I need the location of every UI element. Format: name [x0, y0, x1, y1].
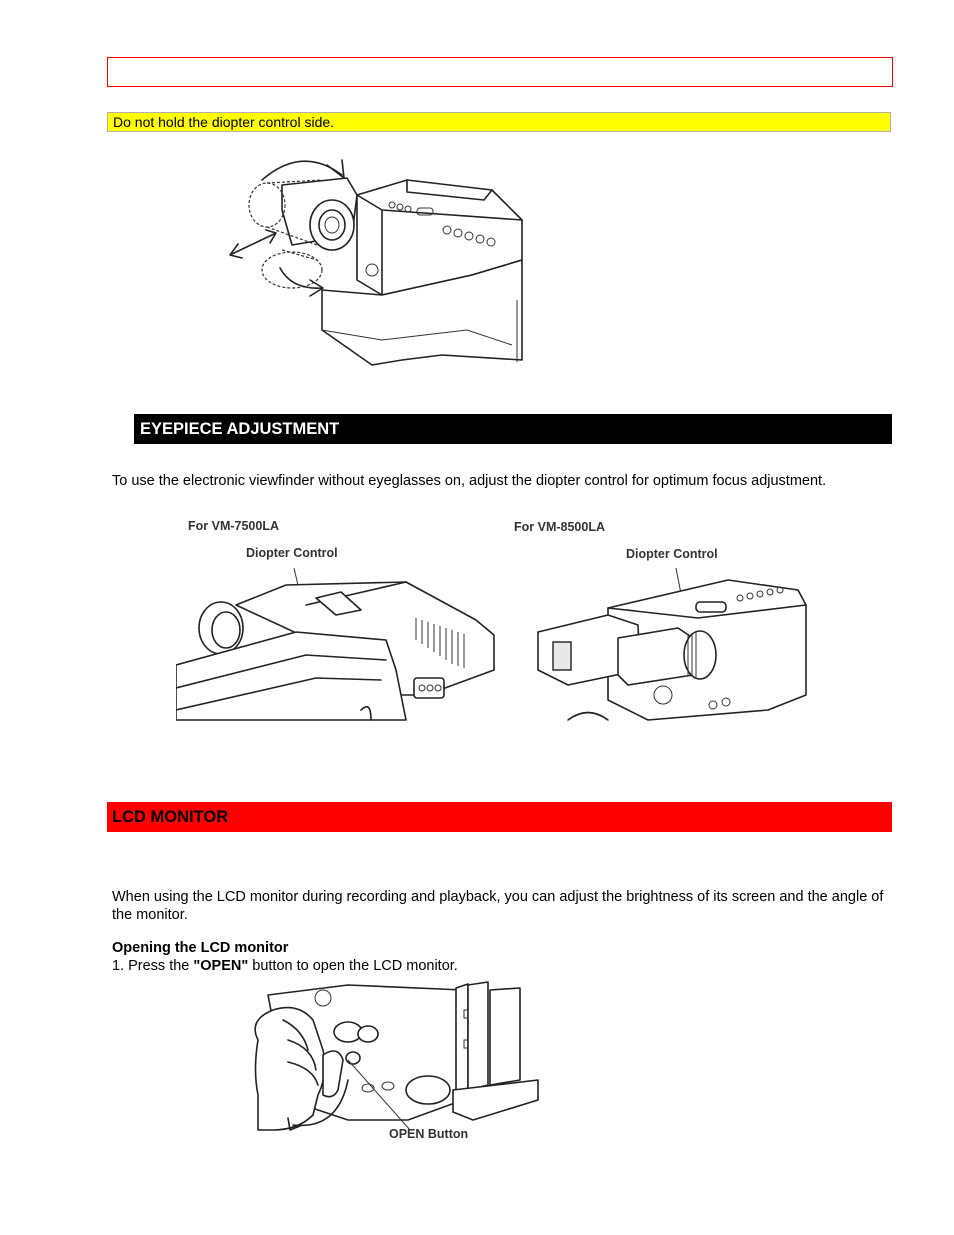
caution-note-bar: [107, 112, 891, 132]
lcd-body-text: When using the LCD monitor during recording and playback, you can adjust the brightness of its screen and the angle of the monitor.: [112, 889, 884, 923]
lcd-step-1: [112, 957, 892, 975]
vm8500la-diopter-illustration: [528, 560, 810, 725]
eyepiece-body-text: To use the electronic viewfinder without eyeglasses on, adjust the diopter control for optimum focus adjustment.: [112, 473, 827, 489]
lcd-opening-subheading: Opening the LCD monitor: [112, 940, 289, 956]
lcd-monitor-heading: LCD MONITOR: [107, 802, 892, 832]
lcd-open-button-illustration: [228, 980, 548, 1155]
fig-left-callout-label: Diopter Control: [246, 546, 338, 560]
fig-right-model-label: For VM-8500LA: [514, 520, 605, 534]
vm7500la-diopter-illustration: [176, 560, 496, 725]
fig-right-callout-label: Diopter Control: [626, 547, 718, 561]
caution-note-text: Do not hold the diopter control side.: [113, 114, 335, 130]
step-1-open-keyword: "OPEN": [193, 958, 249, 974]
step-1-suffix: button to open the LCD monitor.: [248, 958, 458, 974]
fig-left-model-label: For VM-7500LA: [188, 519, 279, 533]
open-button-callout-label: OPEN Button: [389, 1127, 469, 1141]
step-1-prefix: 1. Press the: [112, 958, 194, 974]
top-empty-header-box: [107, 57, 893, 87]
eyepiece-adjustment-heading: EYEPIECE ADJUSTMENT: [134, 414, 892, 444]
viewfinder-rotation-illustration: [222, 150, 532, 375]
